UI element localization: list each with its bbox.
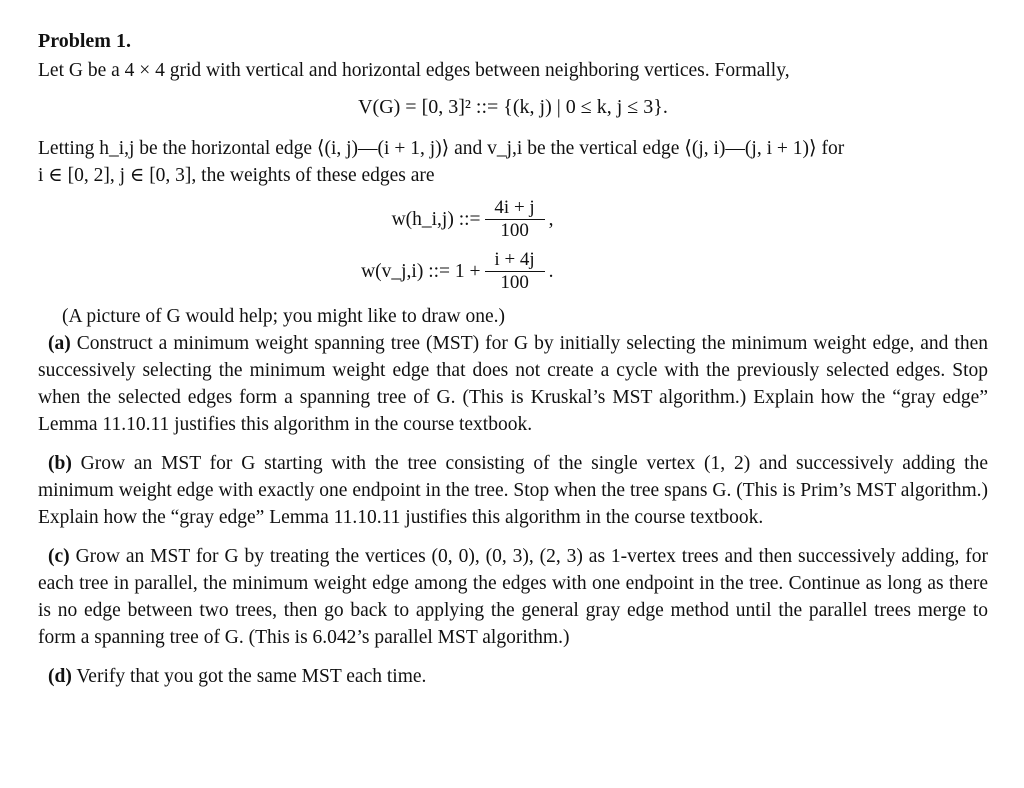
vertical-weight-numerator: i + 4j [494, 248, 535, 270]
horizontal-weight-tail: , [548, 208, 554, 230]
vertical-weight-denominator: 100 [500, 271, 529, 293]
part-d-label: (d) [48, 666, 72, 687]
horizontal-weight-fraction [485, 197, 545, 242]
part-c [38, 543, 988, 651]
vertical-weight-lhs: w(v_j,i) ::= 1 + [361, 260, 481, 282]
horizontal-weight-equation [353, 193, 554, 245]
edge-definition-line-2: i ∈ [0, 2], j ∈ [0, 3], the weights of these edges are [38, 165, 435, 186]
part-a [38, 330, 988, 438]
problem-document [38, 28, 988, 690]
part-b-label: (b) [48, 453, 72, 474]
problem-intro: Let G be a 4 × 4 grid with vertical and horizontal edges between neighboring vertices. Formally, [38, 60, 790, 81]
problem-title: Problem 1. [38, 30, 131, 52]
vertical-weight-equation [353, 245, 554, 297]
part-d-text: Verify that you got the same MST each time. [76, 666, 427, 687]
vertical-weight-tail: . [548, 260, 554, 282]
part-d [38, 663, 988, 690]
part-c-label: (c) [48, 546, 70, 567]
vertex-definition: V(G) = [0, 3]² ::= {(k, j) | 0 ≤ k, j ≤ 3}. [358, 96, 668, 118]
part-a-label: (a) [48, 333, 71, 354]
problem-hint: (A picture of G would help; you might like to draw one.) [62, 306, 505, 327]
vertical-weight-fraction [485, 249, 545, 294]
part-a-text: Construct a minimum weight spanning tree (MST) for G by initially selecting the minimum weight edge, and then successively selecting the minimum weight edge that does not create a cycle with the previously selected edges. Stop when the selected edges form a spanning tree of G. (This is Kruskal’s MST algorithm.) Explain how the “gray edge” Lemma 11.10.11 justifies this algorithm in the course textbook. [38, 333, 989, 435]
horizontal-weight-numerator: 4i + j [494, 196, 535, 218]
part-b [38, 450, 988, 531]
part-c-text: Grow an MST for G by treating the vertices (0, 0), (0, 3), (2, 3) as 1-vertex trees and then successively adding, for each tree in parallel, the minimum weight edge among the edges with one endpoint in the tree. Continue as long as there is no edge between two trees, then go back to applying the general gray edge method until the parallel trees merge to form a spanning tree of G. (This is 6.042’s parallel MST algorithm.) [38, 546, 988, 648]
part-b-text: Grow an MST for G starting with the tree consisting of the single vertex (1, 2) and successively adding the minimum weight edge with exactly one endpoint in the tree. Stop when the tree spans G. (This is Prim’s MST algorithm.) Explain how the “gray edge” Lemma 11.10.11 justifies this algorithm in the course textbook. [38, 453, 988, 528]
edge-definition-line-1: Letting h_i,j be the horizontal edge ⟨(i, j)—(i + 1, j)⟩ and v_j,i be the vertical edge ⟨(j, i)—(j, i + 1)⟩ for [38, 138, 845, 159]
horizontal-weight-lhs: w(h_i,j) ::= [391, 208, 481, 230]
horizontal-weight-denominator: 100 [500, 219, 529, 241]
weight-equations [38, 193, 988, 297]
